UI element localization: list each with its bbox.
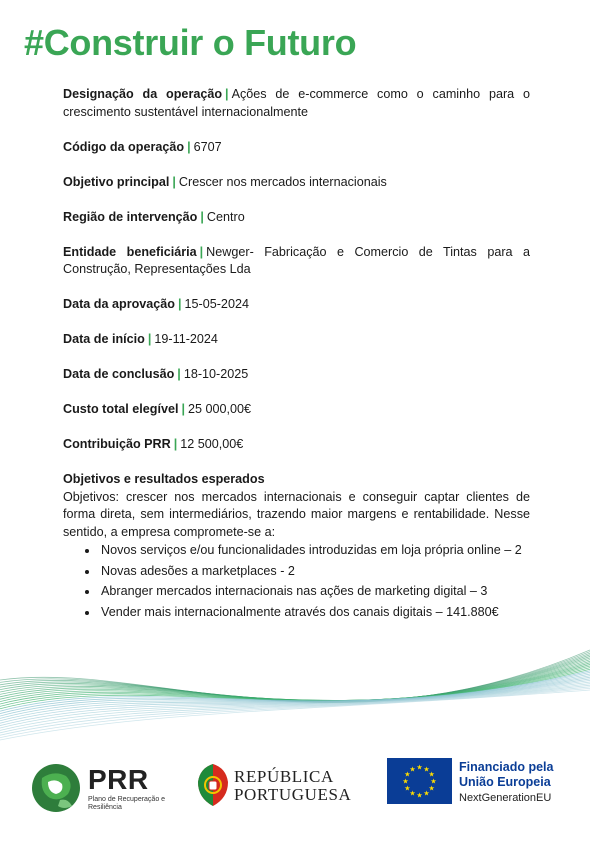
separator: | [199,244,204,259]
field-data-inicio [63,331,530,349]
field-label: Custo total elegível [63,402,179,416]
star-icon: ★ [416,764,423,772]
field-entidade [63,244,530,279]
field-label: Designação da operação [63,87,223,101]
field-label: Contribuição PRR [63,437,171,451]
star-icon: ★ [428,771,435,779]
footer-logos [0,758,590,818]
prr-emblem-icon [30,762,82,814]
eu-funding-logo [387,758,577,810]
list-item: • Novas adesões a marketplaces - 2 [99,563,530,581]
field-value: 15-05-2024 [184,297,249,311]
separator: | [147,332,152,346]
field-value: 18-10-2025 [183,367,249,381]
star-icon: ★ [404,785,411,793]
page-title: #Construir o Futuro [24,22,357,63]
separator: | [225,87,229,101]
field-label: Data de início [63,332,145,346]
field-label: Objetivo principal [63,174,170,189]
field-codigo [63,139,530,157]
field-value: 25 000,00€ [188,402,252,416]
field-label: Data da aprovação [63,297,175,311]
field-value: Crescer nos mercados internacionais [178,174,387,189]
operation-details [63,86,530,624]
field-value: Centro [206,209,245,224]
field-designacao [63,86,530,121]
field-value: 19-11-2024 [154,332,218,346]
decorative-waves [0,640,590,770]
prr-subtitle: Plano de Recuperação e Resiliência [88,796,166,811]
republica-line2: PORTUGUESA [234,785,352,804]
star-icon: ★ [423,790,430,798]
prr-logo [30,762,190,814]
field-label: Data de conclusão [63,367,175,381]
field-label: Código da operação [63,139,185,154]
field-data-conclusao [63,366,530,384]
separator: | [178,297,182,311]
separator: | [200,209,204,224]
portugal-emblem-icon [196,762,230,808]
republica-portuguesa-logo [196,762,366,812]
separator: | [181,402,185,416]
star-icon: ★ [409,766,416,774]
field-data-aprovacao [63,296,530,314]
list-item: • Vender mais internacionalmente através dos canais digitais – 141.880€ [99,604,530,622]
separator: | [177,367,181,381]
star-icon: ★ [430,778,437,786]
list-item: • Abranger mercados internacionais nas ações de marketing digital – 3 [99,583,530,601]
eu-line1: Financiado pela [459,760,554,774]
star-icon: ★ [416,792,423,800]
field-contribuicao [63,436,530,454]
prr-name: PRR [88,764,149,795]
list-item: • Novos serviços e/ou funcionalidades introduzidas em loja própria online – 2 [99,542,530,560]
republica-text [234,768,351,804]
eu-line2: União Europeia [459,775,551,789]
field-objetivo [63,174,530,192]
field-value: 12 500,00€ [180,437,244,451]
field-label: Região de intervenção [63,209,198,224]
objectives-paragraph: Objetivos: crescer nos mercados internacionais e conseguir captar clientes de forma direta, sem intermediários, trazendo maior margens e rentabilidade. Nesse sentido, a empresa compromete-se a: [63,489,530,539]
field-custo-total [63,401,530,419]
star-icon: ★ [404,771,411,779]
objectives-heading: Objetivos e resultados esperados [63,472,265,486]
field-regiao [63,209,530,227]
separator: | [172,174,176,189]
republica-line1: REPÚBLICA [234,767,334,786]
field-value: 6707 [193,139,222,154]
wave-line [0,690,590,740]
field-value: Ações de e-commerce como o caminho para o crescimento sustentável internacionalmente [63,87,530,119]
eu-line3: NextGenerationEU [459,792,552,804]
eu-flag-icon [387,758,452,804]
star-icon: ★ [428,785,435,793]
star-icon: ★ [402,778,409,786]
separator: | [173,437,178,451]
field-value: Newger- Fabricação e Comercio de Tintas para a Construção, Representações Lda [63,244,530,276]
separator: | [187,139,191,154]
star-icon: ★ [423,766,430,774]
objectives-list [63,542,530,621]
field-label: Entidade beneficiária [63,244,197,259]
star-icon: ★ [409,790,416,798]
